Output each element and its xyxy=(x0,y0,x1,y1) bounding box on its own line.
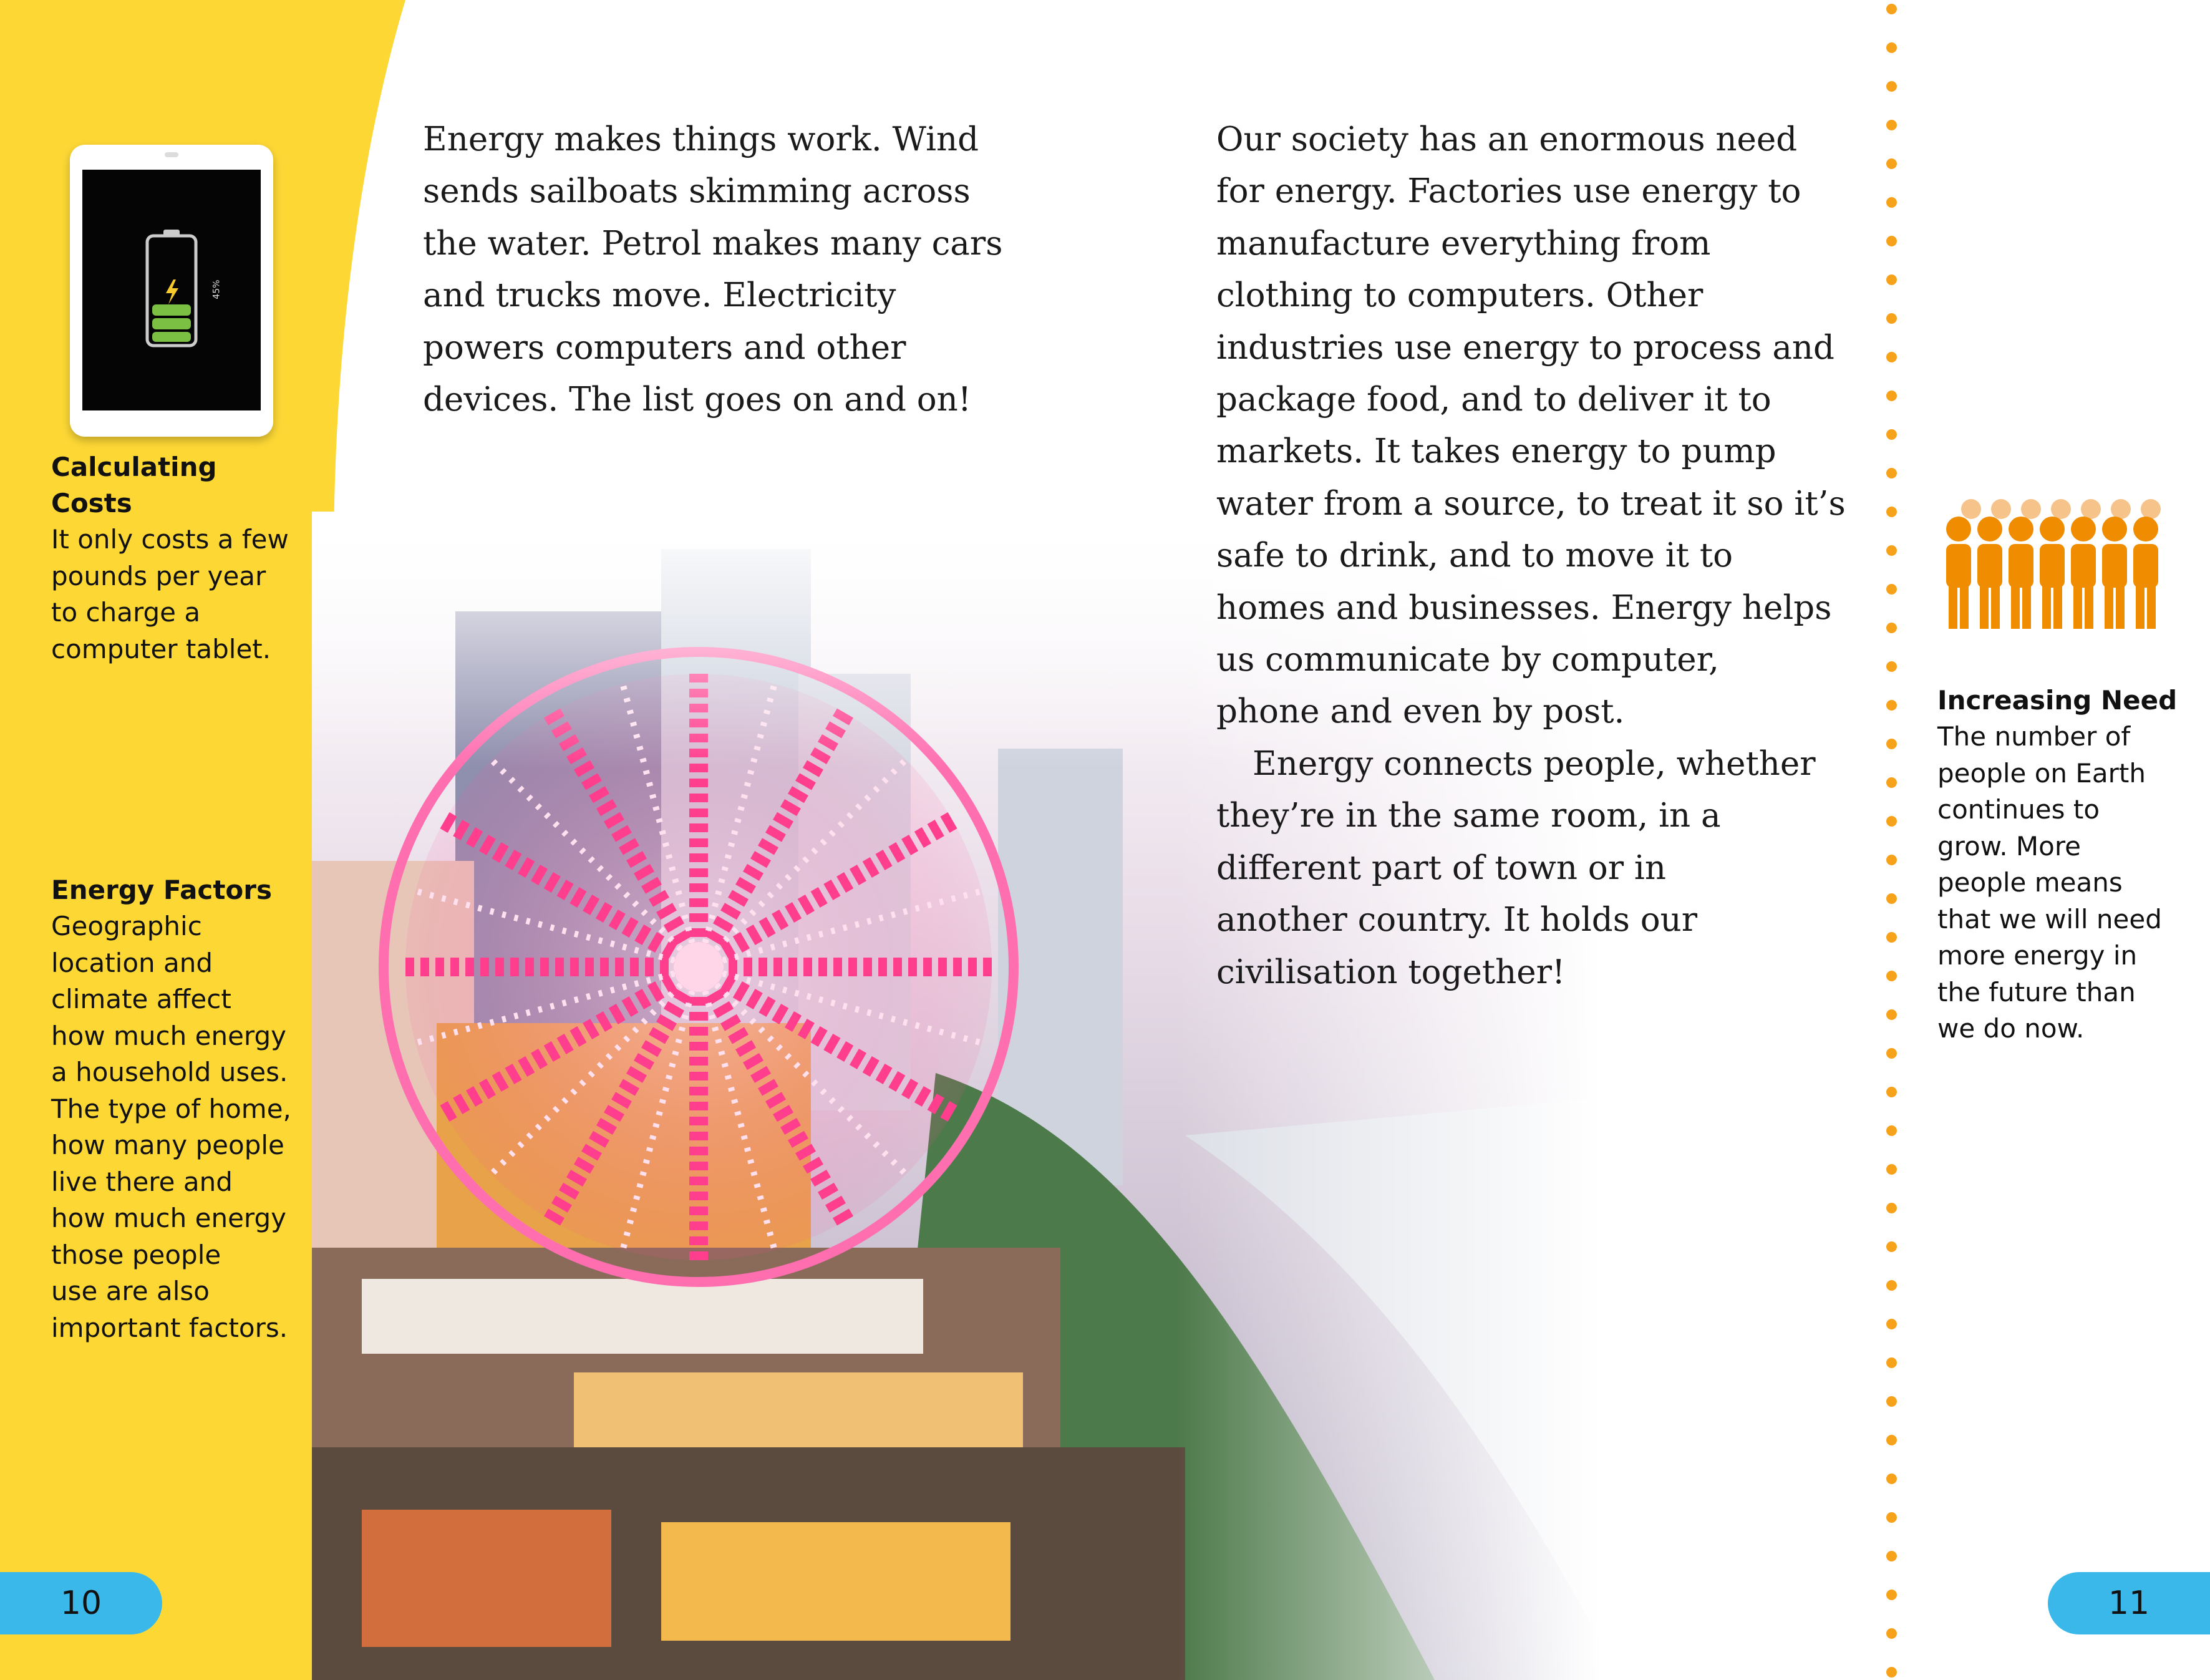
sidebar-line: pounds per year xyxy=(51,560,266,591)
sidebar-line: It only costs a few xyxy=(51,524,289,555)
body-line: phone and even by post. xyxy=(1216,692,1625,731)
people-crowd-icon xyxy=(1946,497,2183,634)
sidebar-line: how much energy xyxy=(51,1020,286,1051)
body-line: sends sailboats skimming across xyxy=(423,172,971,211)
body-line: powers computers and other xyxy=(423,328,906,367)
page-number-text: 11 xyxy=(2108,1585,2150,1622)
sidebar-line: people on Earth xyxy=(1937,757,2146,789)
sidebar-line: The number of xyxy=(1937,721,2131,752)
sidebar-title: Increasing Need xyxy=(1937,685,2178,716)
sidebar-line: to charge a xyxy=(51,597,201,628)
body-line: they’re in the same room, in a xyxy=(1216,797,1721,835)
body-line: the water. Petrol makes many cars xyxy=(423,224,1003,263)
body-line: and trucks move. Electricity xyxy=(423,276,896,315)
right-body-text xyxy=(1216,114,1902,998)
sidebar-line: Geographic xyxy=(51,911,202,941)
body-line: homes and businesses. Energy helps xyxy=(1216,588,1832,627)
sidebar-line: those people xyxy=(51,1239,221,1270)
sidebar-line: that we will need xyxy=(1937,903,2162,935)
body-line: manufacture everything from xyxy=(1216,224,1711,263)
body-line: markets. It takes energy to pump xyxy=(1216,432,1776,471)
battery-percent-label: 45% xyxy=(211,279,222,299)
sidebar-line: use are also xyxy=(51,1276,210,1306)
sidebar-title: Energy Factors xyxy=(51,875,272,905)
sidebar-line: how many people xyxy=(51,1130,284,1160)
body-line: safe to drink, and to move it to xyxy=(1216,537,1733,575)
sidebar-calculating-costs xyxy=(51,449,301,668)
sidebar-line: people means xyxy=(1937,867,2123,898)
sidebar-line: climate affect xyxy=(51,984,231,1014)
sidebar-energy-factors xyxy=(51,872,313,1346)
page-number-text: 10 xyxy=(60,1585,102,1622)
sidebar-title: Calculating Costs xyxy=(51,452,217,518)
body-line: different part of town or in xyxy=(1216,848,1666,887)
sidebar-line: we do now. xyxy=(1937,1013,2085,1044)
sidebar-line: more energy in xyxy=(1937,940,2138,971)
sidebar-line: the future than xyxy=(1937,976,2136,1008)
sidebar-line: continues to xyxy=(1937,794,2100,825)
sidebar-line: grow. More xyxy=(1937,830,2082,862)
body-line: water from a source, to treat it so it’s xyxy=(1216,484,1846,523)
sidebar-line: location and xyxy=(51,947,213,978)
body-line: package food, and to deliver it to xyxy=(1216,381,1771,419)
left-body-text xyxy=(423,114,1047,425)
body-line: industries use energy to process and xyxy=(1216,328,1834,367)
sidebar-increasing-need xyxy=(1937,682,2199,1047)
body-line: Energy makes things work. Wind xyxy=(423,120,979,158)
sidebar-line: important factors. xyxy=(51,1312,288,1343)
battery-icon xyxy=(145,230,198,348)
body-line: Energy connects people, whether xyxy=(1253,744,1816,783)
body-line: Our society has an enormous need xyxy=(1216,120,1798,158)
body-line: devices. The list goes on and on! xyxy=(423,381,972,419)
body-line: clothing to computers. Other xyxy=(1216,276,1704,315)
tablet-icon xyxy=(70,145,273,437)
page-number-right xyxy=(2048,1572,2210,1634)
sidebar-line: The type of home, xyxy=(51,1093,291,1124)
body-line: another country. It holds our xyxy=(1216,901,1698,940)
sidebar-line: how much energy xyxy=(51,1203,286,1233)
tablet-screen xyxy=(82,170,261,410)
page-number-left xyxy=(0,1572,162,1634)
body-line: civilisation together! xyxy=(1216,953,1566,991)
sidebar-line: a household uses. xyxy=(51,1057,288,1087)
body-line: for energy. Factories use energy to xyxy=(1216,172,1801,211)
sidebar-line: live there and xyxy=(51,1166,233,1197)
sidebar-line: computer tablet. xyxy=(51,633,271,664)
body-line: us communicate by computer, xyxy=(1216,641,1719,679)
tablet-camera xyxy=(165,152,178,157)
